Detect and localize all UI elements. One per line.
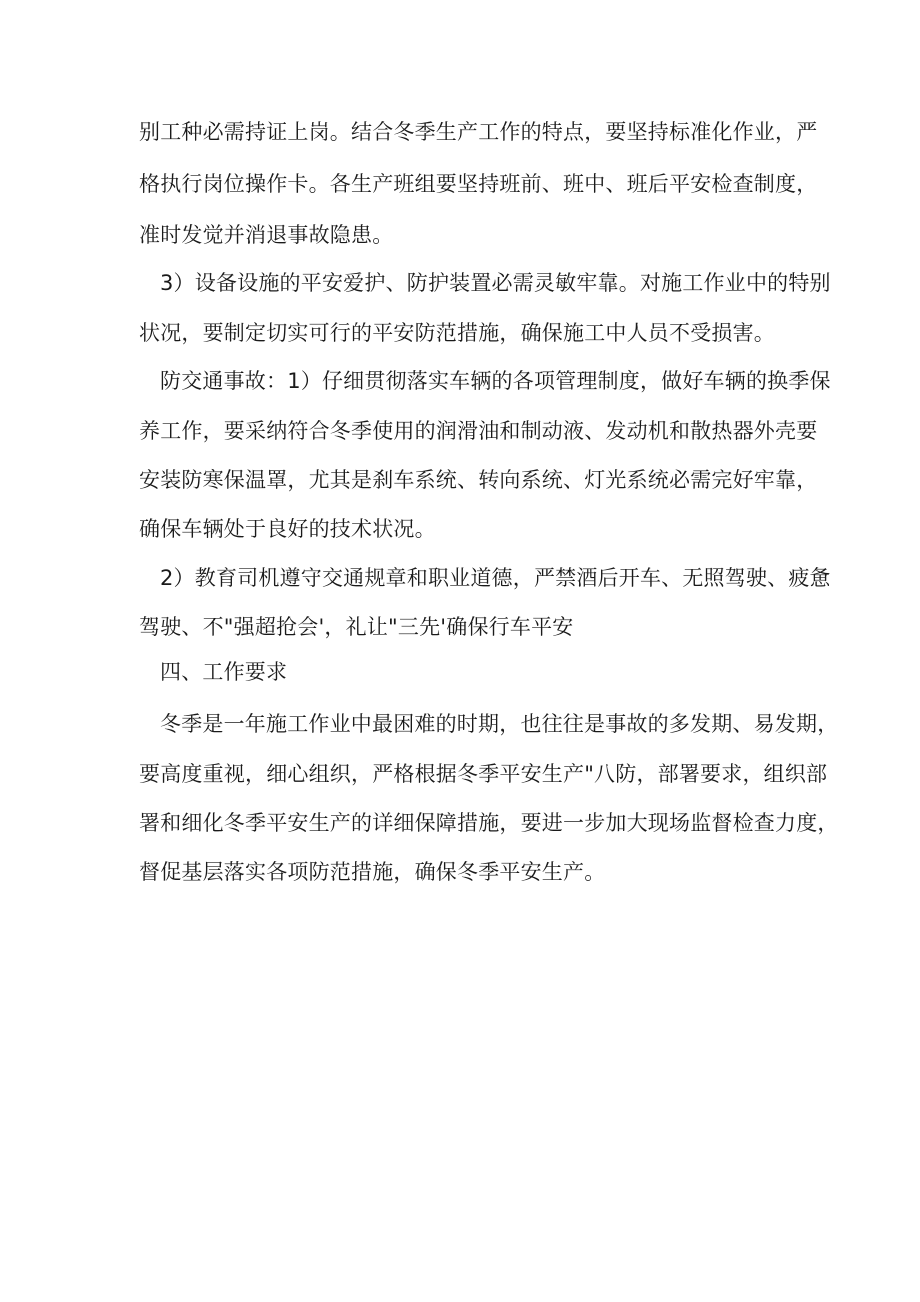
- text-line: 安装防寒保温罩，尤其是刹车系统、转向系统、灯光系统必需完好牢靠，: [139, 468, 818, 492]
- text-line: 3）设备设施的平安爱护、防护装置必需灵敏牢靠。对施工作业中的特别: [160, 271, 831, 295]
- text-line: 别工种必需持证上岗。结合冬季生产工作的特点，要坚持标准化作业，严: [139, 120, 818, 144]
- text-line: 状况，要制定切实可行的平安防范措施，确保施工中人员不受损害。: [139, 321, 775, 345]
- text-line: 2）教育司机遵守交通规章和职业道德，严禁酒后开车、无照驾驶、疲惫: [160, 566, 831, 590]
- text-line: 格执行岗位操作卡。各生产班组要坚持班前、班中、班后平安检查制度，: [139, 172, 818, 196]
- text-line: 防交通事故：1）仔细贯彻落实车辆的各项管理制度，做好车辆的换季保: [160, 369, 831, 393]
- text-line: 督促基层落实各项防范措施，确保冬季平安生产。: [139, 860, 606, 884]
- text-line: 驾驶、不"强超抢会'，礼让"三先'确保行车平安: [139, 615, 574, 639]
- text-line: 冬季是一年施工作业中最困难的时期，也往往是事故的多发期、易发期，: [160, 712, 839, 736]
- text-line: 确保车辆处于良好的技术状况。: [139, 517, 436, 541]
- section-heading: 四、工作要求: [160, 660, 288, 684]
- text-line: 要高度重视，细心组织，严格根据冬季平安生产"八防，部署要求，组织部: [139, 762, 828, 786]
- text-line: 准时发觉并消退事故隐患。: [139, 223, 394, 247]
- text-line: 养工作，要采纳符合冬季使用的润滑油和制动液、发动机和散热器外壳要: [139, 419, 818, 443]
- text-line: 署和细化冬季平安生产的详细保障措施，要进一步加大现场监督检查力度，: [139, 811, 839, 835]
